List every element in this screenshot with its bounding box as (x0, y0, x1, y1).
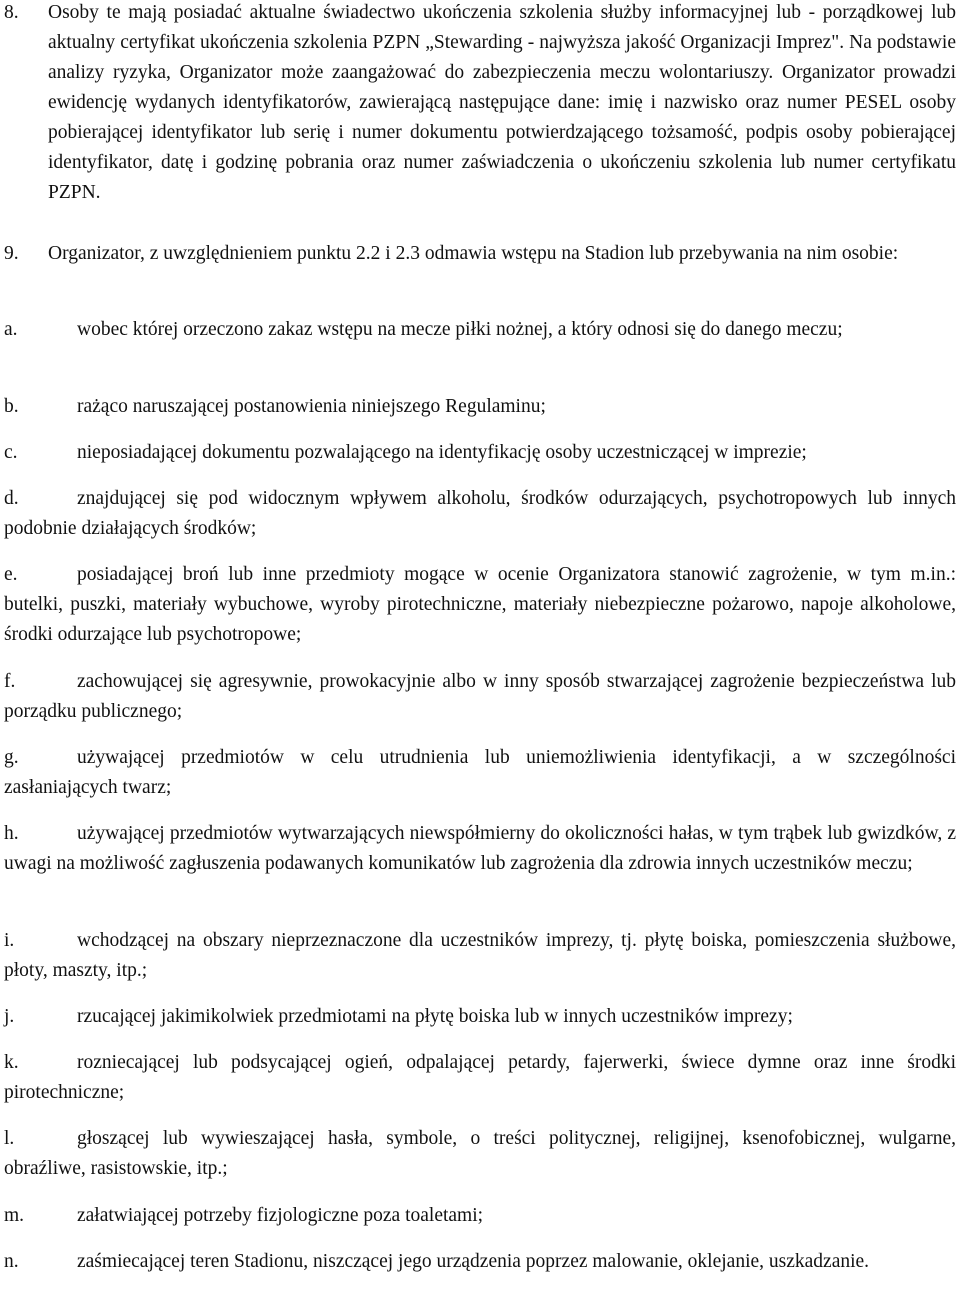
subitem-label: f. (4, 671, 16, 692)
subitem-text: wchodzącej na obszary nieprzeznaczone dla uczestników imprezy, tj. płytę boiska, pomieszczenia służbowe, płoty, maszty, itp.; (4, 930, 956, 981)
subitem-text: rażąco naruszającej postanowienia niniejszego Regulaminu; (77, 396, 546, 417)
subitem-label: n. (4, 1251, 19, 1272)
subitem-label: k. (4, 1052, 19, 1073)
subitem-g (4, 743, 956, 803)
subitem-label: b. (4, 396, 19, 417)
item-number: 8. (4, 2, 19, 23)
subitem-b (4, 392, 956, 422)
numbered-item-8 (4, 0, 956, 208)
subitem-text: rozniecającej lub podsycającej ogień, odpalającej petardy, fajerwerki, świece dymne oraz inne środki pirotechniczne; (4, 1052, 956, 1103)
subitem-text: zachowującej się agresywnie, prowokacyjnie albo w inny sposób stwarzającej zagrożenie bezpieczeństwa lub porządku publicznego; (4, 671, 956, 722)
subitem-text: rzucającej jakimikolwiek przedmiotami na płytę boiska lub w innych uczestników imprezy; (77, 1006, 793, 1027)
subitem-i (4, 926, 956, 986)
subitem-text: załatwiającej potrzeby fizjologiczne poza toaletami; (77, 1205, 484, 1226)
subitem-e (4, 560, 956, 650)
subitem-text: głoszącej lub wywieszającej hasła, symbole, o treści politycznej, religijnej, ksenofobicznej, wulgarne, obraźliwe, rasistowskie, itp.; (4, 1128, 956, 1179)
subitem-text: znajdującej się pod widocznym wpływem alkoholu, środków odurzających, psychotropowych lub innych podobnie działających środków; (4, 488, 956, 539)
subitem-a (4, 315, 956, 345)
subitem-label: h. (4, 823, 19, 844)
subitem-label: c. (4, 442, 18, 463)
subitem-text: wobec której orzeczono zakaz wstępu na mecze piłki nożnej, a który odnosi się do danego meczu; (77, 319, 843, 340)
subitem-l (4, 1124, 956, 1184)
subitem-label: g. (4, 747, 19, 768)
subitem-j (4, 1002, 956, 1032)
subitem-d (4, 484, 956, 544)
subitem-label: d. (4, 488, 19, 509)
subitem-text: nieposiadającej dokumentu pozwalającego na identyfikację osoby uczestniczącej w imprezie; (77, 442, 807, 463)
item-text: Organizator, z uwzględnieniem punktu 2.2 i 2.3 odmawia wstępu na Stadion lub przebywania na nim osobie: (48, 243, 899, 264)
subitem-label: l. (4, 1128, 15, 1149)
subitem-m (4, 1201, 956, 1231)
subitem-text: używającej przedmiotów wytwarzających niewspółmierny do okoliczności hałas, w tym trąbek lub gwizdków, z uwagi na możliwość zagłuszenia podawanych komunikatów lub zagrożenia dla zdrowia innych uczestników meczu; (4, 823, 956, 874)
subitem-label: a. (4, 319, 18, 340)
item-text: Osoby te mają posiadać aktualne świadectwo ukończenia szkolenia służby informacyjnej lub - porządkowej lub aktualny certyfikat ukończenia szkolenia PZPN „Stewarding - najwyższa jakość Organizacji Imprez". Na podstawie analizy ryzyka, Organizator może zaangażować do zabezpieczenia meczu wolontariuszy. Organizator prowadzi ewidencję wydanych identyfikatorów, zawierającą następujące dane: imię i nazwisko oraz numer PESEL osoby pobierającej identyfikator lub serię i numer dokumentu potwierdzającego tożsamość, podpis osoby pobierającej identyfikator, datę i godzinę pobrania oraz numer zaświadczenia o ukończeniu szkolenia lub numer certyfikatu PZPN. (48, 2, 956, 203)
subitem-label: i. (4, 930, 15, 951)
subitem-n (4, 1247, 956, 1277)
subitem-text: posiadającej broń lub inne przedmioty mogące w ocenie Organizatora stanowić zagrożenie, w tym m.in.: butelki, puszki, materiały wybuchowe, wyroby pirotechniczne, materiały niebezpieczne pożarowo, napoje alkoholowe, środki odurzające lub psychotropowe; (4, 564, 956, 645)
subitem-f (4, 667, 956, 727)
numbered-item-9 (4, 239, 956, 269)
subitem-text: używającej przedmiotów w celu utrudnienia lub uniemożliwienia identyfikacji, a w szczególności zasłaniających twarz; (4, 747, 956, 798)
subitem-c (4, 438, 956, 468)
subitem-label: m. (4, 1205, 25, 1226)
subitem-k (4, 1048, 956, 1108)
subitem-label: e. (4, 564, 18, 585)
subitem-label: j. (4, 1006, 15, 1027)
subitem-text: zaśmiecającej teren Stadionu, niszczącej jego urządzenia poprzez malowanie, oklejanie, uszkadzanie. (77, 1251, 870, 1272)
item-number: 9. (4, 243, 19, 264)
subitem-h (4, 819, 956, 879)
